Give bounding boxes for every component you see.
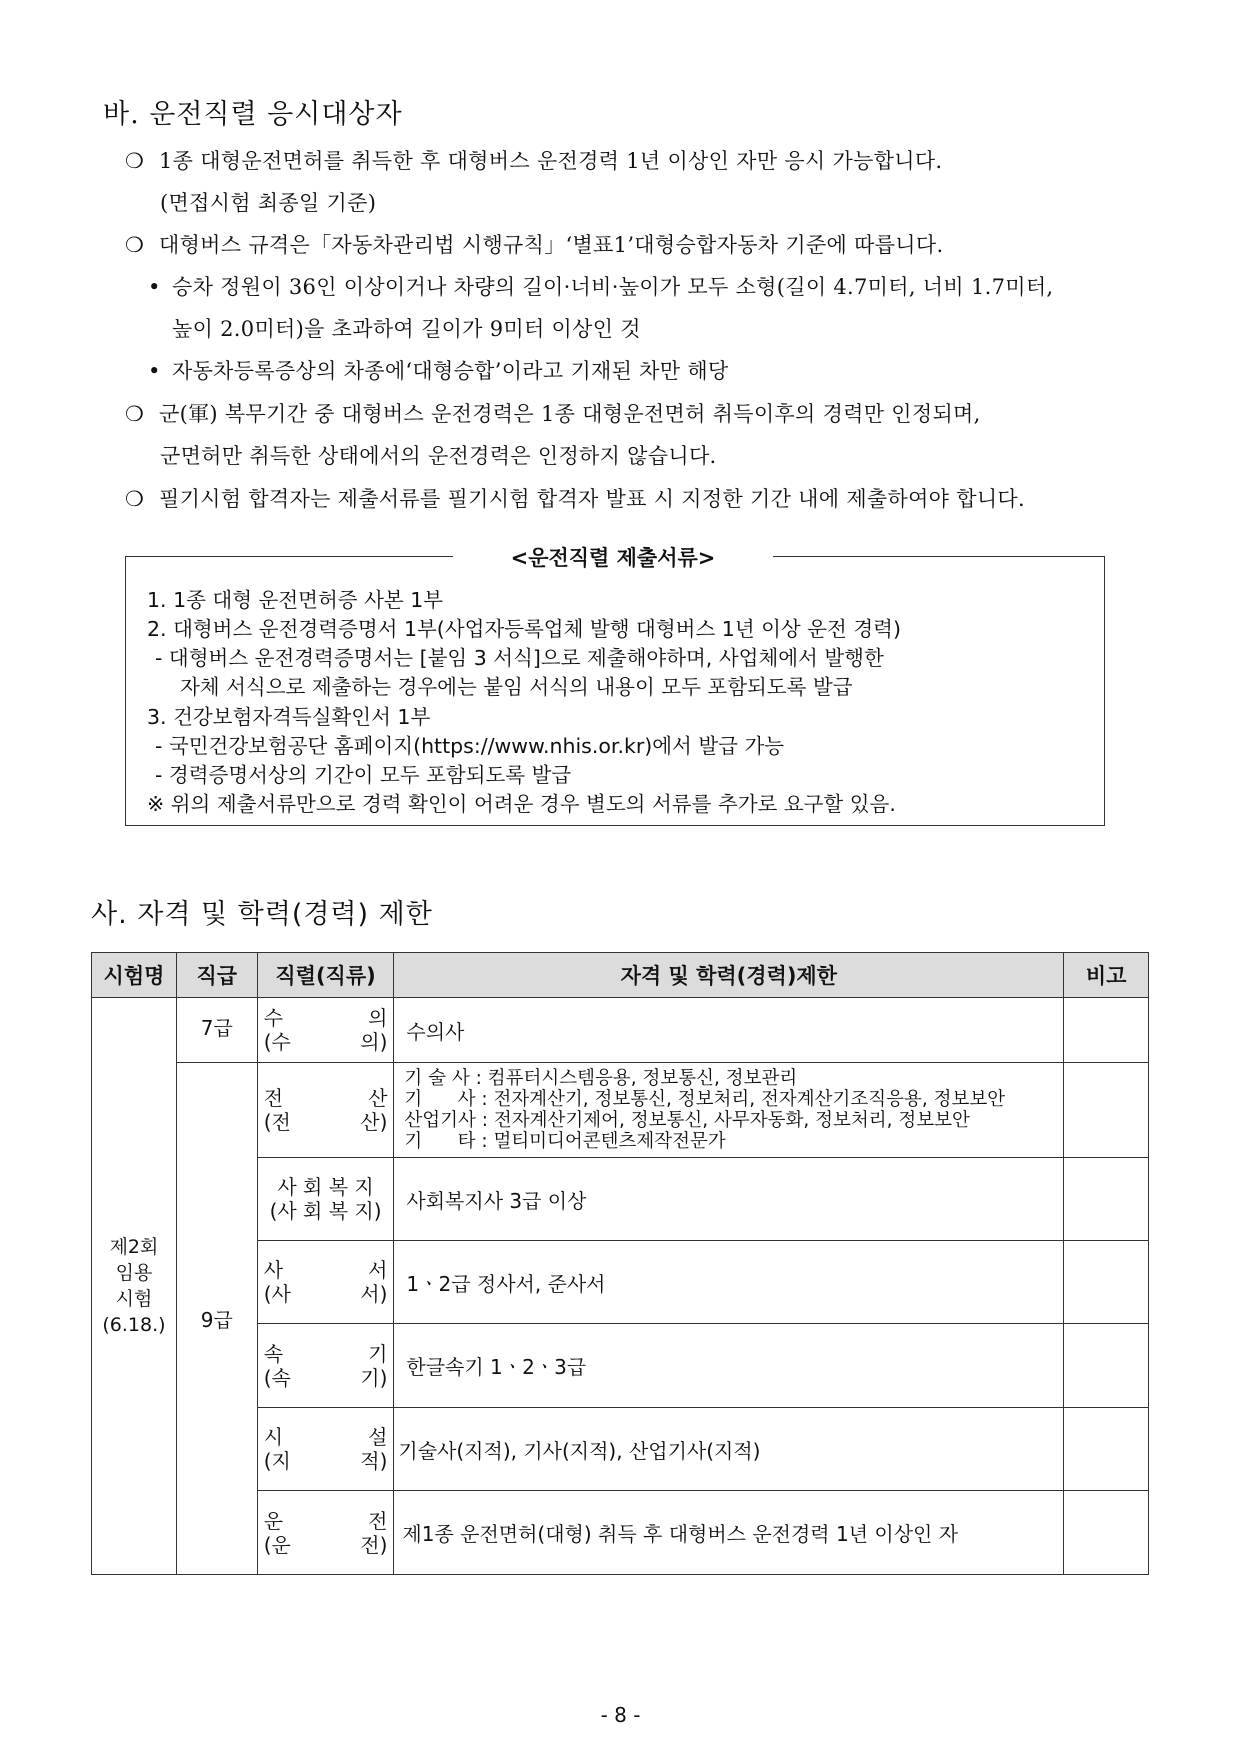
requirement-line: ❍ 필기시험 합격자는 제출서류를 필기시험 합격자 발표 시 지정한 기간 내에 제출하여야 합니다.	[125, 487, 1025, 511]
document-line: - 경력증명서상의 기간이 모두 포함되도록 발급	[155, 763, 572, 787]
sub-requirement-line-cont: 높이 2.0미터)을 초과하여 길이가 9미터 이상인 것	[172, 317, 641, 341]
header-exam-name: 시험명	[92, 953, 177, 998]
grade-cell: 9급	[176, 1063, 257, 1575]
table-header-row	[92, 953, 1149, 998]
remarks-cell	[1064, 1324, 1149, 1408]
requirement-line: ❍ 대형버스 규격은「자동차관리법 시행규칙」‘별표1’대형승합자동차 기준에 따릅니다.	[125, 233, 944, 257]
remarks-cell	[1064, 1491, 1149, 1575]
remarks-cell	[1064, 1063, 1149, 1158]
required-documents-title: <운전직렬 제출서류>	[453, 542, 773, 572]
qualification-cell: 기 술 사 : 컴퓨터시스템응용, 정보통신, 정보관리 기 사 : 전자계산기, 정보통신, 정보처리, 전자계산기조직응용, 정보보안 산업기사 : 전자계산기제어, 정보통신, 사무자동화, 정보처리, 정보보안 기 타 : 멀티미디어콘텐츠제작전문가	[394, 1063, 1064, 1158]
dot-bullet-icon: •	[148, 359, 161, 383]
section-title-sa: 사. 자격 및 학력(경력) 제한	[91, 899, 433, 930]
document-line: ※ 위의 제출서류만으로 경력 확인이 어려운 경우 별도의 서류를 추가로 요구할 있음.	[147, 792, 896, 816]
remarks-cell	[1064, 1158, 1149, 1241]
document-line: - 국민건강보험공단 홈페이지(https://www.nhis.or.kr)에서 발급 가능	[155, 734, 785, 758]
document-line: 자체 서식으로 제출하는 경우에는 붙임 서식의 내용이 모두 포함되도록 발급	[180, 675, 853, 699]
header-remarks: 비고	[1064, 953, 1149, 998]
series-cell: 사 회 복 지 (사 회 복 지)	[257, 1158, 394, 1241]
sub-requirement-line: • 승차 정원이 36인 이상이거나 차량의 길이·너비·높이가 모두 소형(길이 4.7미터, 너비 1.7미터,	[148, 275, 1054, 299]
circle-bullet-icon: ❍	[125, 402, 145, 426]
remarks-cell	[1064, 1241, 1149, 1324]
document-line: 1. 1종 대형 운전면허증 사본 1부	[147, 588, 444, 612]
grade-cell: 7급	[176, 998, 257, 1063]
qualification-cell: 제1종 운전면허(대형) 취득 후 대형버스 운전경력 1년 이상인 자	[394, 1491, 1064, 1575]
circle-bullet-icon: ❍	[125, 487, 145, 511]
series-cell: 시 설 (지 적)	[257, 1408, 394, 1491]
header-grade: 직급	[176, 953, 257, 998]
series-cell: 운 전 (운 전)	[257, 1491, 394, 1575]
series-cell: 수 의 (수 의)	[257, 998, 394, 1063]
qualification-cell: 기술사(지적), 기사(지적), 산업기사(지적)	[394, 1408, 1064, 1491]
section-title-ba: 바. 운전직렬 응시대상자	[103, 99, 403, 130]
header-qualification: 자격 및 학력(경력)제한	[394, 953, 1064, 998]
requirement-line-cont: (면접시험 최종일 기준)	[160, 191, 377, 215]
requirement-line: ❍ 군(軍) 복무기간 중 대형버스 운전경력은 1종 대형운전면허 취득이후의 경력만 인정되며,	[125, 402, 981, 426]
table-row	[92, 998, 1149, 1063]
qualification-cell: 사회복지사 3급 이상	[394, 1158, 1064, 1241]
page-number: - 8 -	[600, 1703, 641, 1727]
document-line: - 대형버스 운전경력증명서는 [붙임 3 서식]으로 제출해야하며, 사업체에서 발행한	[155, 646, 884, 670]
qualification-cell: 1ㆍ2급 정사서, 준사서	[394, 1241, 1064, 1324]
exam-name-cell: 제2회 임용 시험 (6.18.)	[92, 998, 177, 1575]
document-line: 2. 대형버스 운전경력증명서 1부(사업자등록업체 발행 대형버스 1년 이상 운전 경력)	[147, 617, 901, 641]
remarks-cell	[1064, 998, 1149, 1063]
document-line: 3. 건강보험자격득실확인서 1부	[147, 705, 431, 729]
table-row	[92, 1063, 1149, 1158]
series-cell: 속 기 (속 기)	[257, 1324, 394, 1408]
dot-bullet-icon: •	[148, 275, 161, 299]
requirement-line: ❍ 1종 대형운전면허를 취득한 후 대형버스 운전경력 1년 이상인 자만 응시 가능합니다.	[125, 149, 943, 173]
requirement-line-cont: 군면허만 취득한 상태에서의 운전경력은 인정하지 않습니다.	[160, 444, 717, 468]
series-cell: 사 서 (사 서)	[257, 1241, 394, 1324]
series-cell: 전 산 (전 산)	[257, 1063, 394, 1158]
qualification-cell: 한글속기 1ㆍ2ㆍ3급	[394, 1324, 1064, 1408]
qualification-cell: 수의사	[394, 998, 1064, 1063]
sub-requirement-line: • 자동차등록증상의 차종에‘대형승합’이라고 기재된 차만 해당	[148, 359, 729, 383]
circle-bullet-icon: ❍	[125, 233, 145, 257]
header-series: 직렬(직류)	[257, 953, 394, 998]
circle-bullet-icon: ❍	[125, 149, 145, 173]
remarks-cell	[1064, 1408, 1149, 1491]
qualification-table	[91, 952, 1149, 1575]
